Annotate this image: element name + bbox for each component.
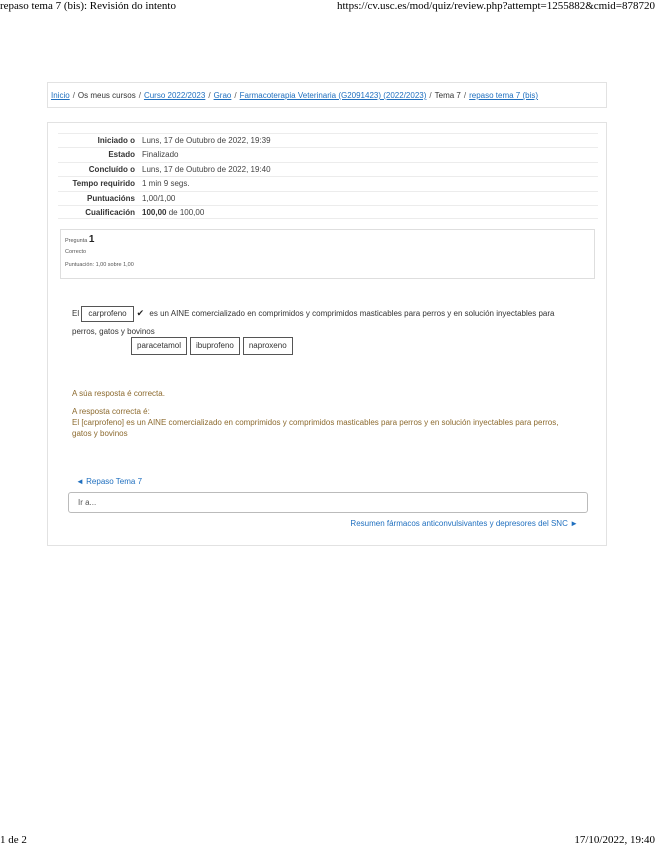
option-naproxeno[interactable]: naproxeno — [243, 337, 293, 355]
answer-options — [131, 337, 293, 355]
breadcrumb-separator: / — [208, 91, 211, 100]
print-header — [0, 0, 655, 14]
option-paracetamol[interactable]: paracetamol — [131, 337, 187, 355]
question-grade: Puntuación: 1,00 sobre 1,00 — [65, 262, 134, 268]
breadcrumb-quiz-link[interactable]: repaso tema 7 (bis) — [469, 91, 539, 100]
print-page-url: https://cv.usc.es/mod/quiz/review.php?attempt=1255882&cmid=878720 — [336, 0, 655, 12]
summary-row-time-taken — [58, 176, 598, 190]
summary-value: Luns, 17 de Outubro de 2022, 19:39 — [142, 136, 271, 145]
option-ibuprofeno[interactable]: ibuprofeno — [190, 337, 240, 355]
breadcrumb-separator: / — [138, 91, 141, 100]
print-datetime: 17/10/2022, 19:40 — [574, 834, 655, 846]
summary-label: Cualificación — [85, 207, 135, 217]
breadcrumb-topic: Tema 7 — [434, 91, 461, 100]
grade-max: de 100,00 — [166, 207, 205, 217]
summary-row-completed — [58, 162, 598, 176]
breadcrumb-separator: / — [429, 91, 432, 100]
summary-row-state — [58, 147, 598, 161]
selected-answer-box: carprofeno — [81, 306, 133, 322]
check-icon: ✔ — [136, 308, 145, 318]
summary-value: Finalizado — [142, 150, 179, 160]
breadcrumb-my-courses: Os meus cursos — [77, 91, 136, 100]
breadcrumb-separator: / — [234, 91, 237, 100]
question-state: Correcto — [65, 249, 87, 255]
jump-to-select[interactable]: Ir a... — [68, 492, 588, 513]
summary-value: 1,00/1,00 — [142, 193, 176, 203]
breadcrumb-course-link[interactable]: Farmacoterapia Veterinaria (G2091423) (2022/2023) — [239, 91, 427, 100]
summary-label: Tempo requirido — [72, 179, 135, 189]
previous-activity-link[interactable]: ◄ Repaso Tema 7 — [76, 477, 143, 486]
feedback-right-answer-text: El [carprofeno] es un AINE comercializado en comprimidos y comprimidos masticables para perros y en solución inyectables para perros, gatos y bovinos — [72, 418, 559, 438]
summary-value: Luns, 17 de Outubro de 2022, 19:40 — [142, 164, 271, 174]
next-activity-link[interactable]: Resumen fármacos anticonvulsivantes y depresores del SNC ► — [350, 519, 578, 528]
question-text-after: es un AINE comercializado en comprimidos y comprimidos masticables para perros y en solución inyectables para perros, gatos y bovinos — [72, 309, 555, 336]
question-text — [72, 304, 572, 341]
summary-row-grade — [58, 205, 598, 219]
summary-row-marks — [58, 191, 598, 205]
question-info-box — [60, 229, 595, 279]
summary-value: 1 min 9 segs. — [142, 179, 190, 189]
print-page-number: 1 de 2 — [0, 834, 27, 846]
breadcrumb-year-link[interactable]: Curso 2022/2023 — [143, 91, 206, 100]
summary-row-started — [58, 133, 598, 147]
breadcrumb-degree-link[interactable]: Grao — [213, 91, 232, 100]
attempt-summary-table — [58, 133, 598, 219]
breadcrumb-separator: / — [72, 91, 75, 100]
question-number — [65, 234, 590, 247]
grade-value: 100,00 — [142, 207, 167, 217]
question-number-value: 1 — [88, 234, 95, 245]
summary-label: Concluído o — [88, 164, 135, 174]
summary-value — [142, 206, 598, 218]
breadcrumb — [47, 82, 607, 108]
summary-label: Iniciado o — [97, 136, 135, 145]
print-page-title: repaso tema 7 (bis): Revisión do intento — [0, 0, 176, 12]
print-footer — [0, 834, 655, 848]
summary-label: Estado — [108, 150, 135, 160]
breadcrumb-separator: / — [463, 91, 467, 100]
question-feedback — [72, 388, 572, 439]
feedback-correct-message: A súa resposta é correcta. — [72, 389, 165, 398]
summary-label: Puntuacións — [86, 193, 135, 203]
quiz-review-card — [47, 122, 607, 546]
breadcrumb-home-link[interactable]: Inicio — [51, 91, 70, 100]
question-text-before: El — [72, 309, 80, 318]
feedback-right-answer-label: A resposta correcta é: — [72, 407, 150, 416]
question-prefix: Pregunta — [65, 238, 88, 244]
